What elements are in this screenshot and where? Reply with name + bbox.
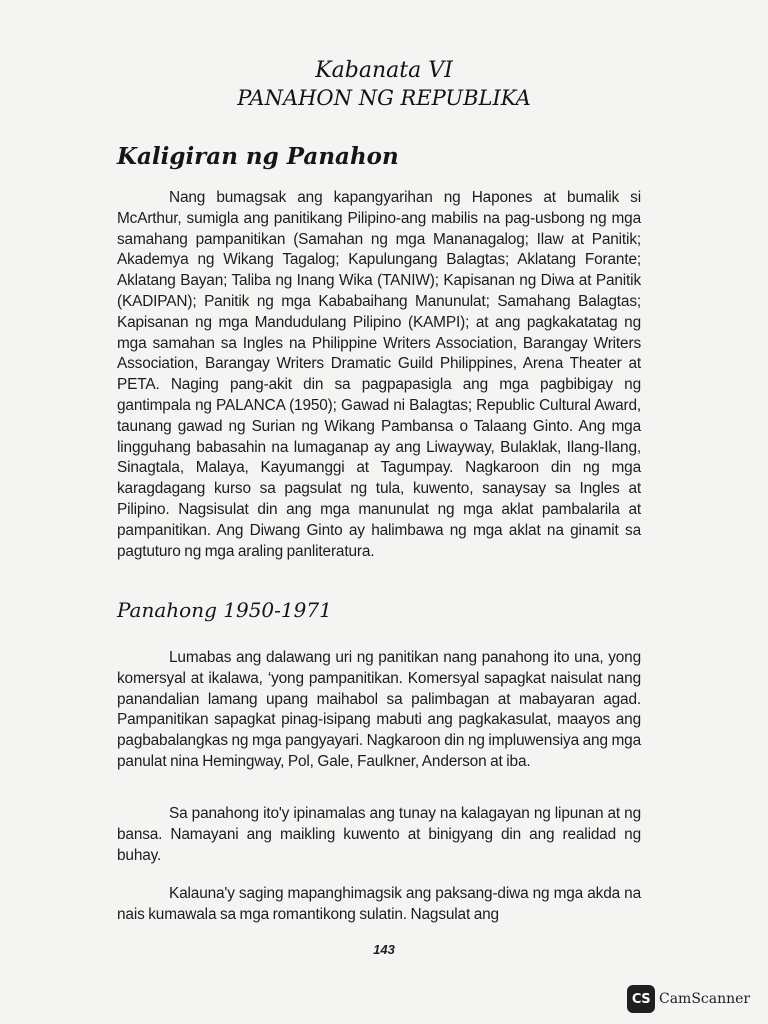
chapter-number: Kabanata VI (315, 58, 453, 83)
camscanner-watermark (627, 985, 750, 1013)
paragraph: Kalauna'y saging mapanghimagsik ang paksang-diwa ng mga akda na nais kumawala sa mga romantikong sulatin. Nagsulat ang (117, 885, 641, 923)
chapter-title: PANAHON NG REPUBLIKA (237, 86, 531, 110)
section-heading-kaligiran: Kaligiran ng Panahon (117, 143, 399, 170)
camscanner-logo-icon: CS (627, 985, 655, 1013)
camscanner-brand-text: CamScanner (659, 991, 751, 1007)
section-heading-panahong-1950-1971: Panahong 1950-1971 (117, 598, 332, 622)
page-number: 143 (373, 942, 395, 957)
paragraph: Nang bumagsak ang kapangyarihan ng Hapones at bumalik si McArthur, sumigla ang panitikang Pilipino-ang mabilis na pag-usbong ng mga samahang pampanitikan (Samahan ng mga Mananagalog; Ilaw at Panitik; Akademya ng Wikang Tagalog; Kapulungang Balagtas; Aklatang Forante; Aklatang Bayan; Taliba ng Inang Wika (TANIW); Kapisanan ng Diwa at Panitik (KADIPAN); Panitik ng mga Kababaihang Manunulat; Samahang Balagtas; Kapisanan ng mga Mandudulang Pilipino (KAMPI); at ang pagkakatatag ng mga samahan sa Ingles na Philippine Writers Association, Barangay Writers Association, Barangay Writers Dramatic Guild Philippines, Arena Theater at PETA. Naging pang-akit din sa pagpapasigla ang mga pagbibigay ng gantimpala ng PALANCA (1950); Gawad ni Balagtas; Republic Cultural Award, taunang gawad ng Surian ng Wikang Pambansa o Talaang Ginto. Ang mga lingguhang babasahin na lumaganap ay ang Liwayway, Bulaklak, Ilang-Ilang, Sinagtala, Malaya, Kayumanggi at Tagumpay. Nagkaroon din ng mga karagdagang kurso sa pagsulat ng tula, kuwento, sanaysay sa Ingles at Pilipino. Nagsisulat din ang mga manunulat ng mga aklat pambalarila at pampanitikan. Ang Diwang Ginto ay halimbawa ng mga aklat na ginamit sa pagtuturo ng mga araling panliteratura. (117, 189, 641, 560)
paragraph: Lumabas ang dalawang uri ng panitikan nang panahong ito una, yong komersyal at ikalawa, ‘yong pampanitikan. Komersyal sapagkat naisulat nang panandalian lamang upang maihabol sa palimbagan at mabayaran agad. Pampanitikan sapagkat pinag-isipang mabuti ang pagkakasulat, maayos ang pagbabalangkas ng mga pangyayari. Nagkaroon din ng impluwensiya ang mga panulat nina Hemingway, Pol, Gale, Faulkner, Anderson at iba. (117, 649, 641, 770)
paragraph: Sa panahong ito'y ipinamalas ang tunay na kalagayan ng lipunan at ng bansa. Namayani ang maikling kuwento at binigyang din ang realidad ng buhay. (117, 805, 641, 864)
